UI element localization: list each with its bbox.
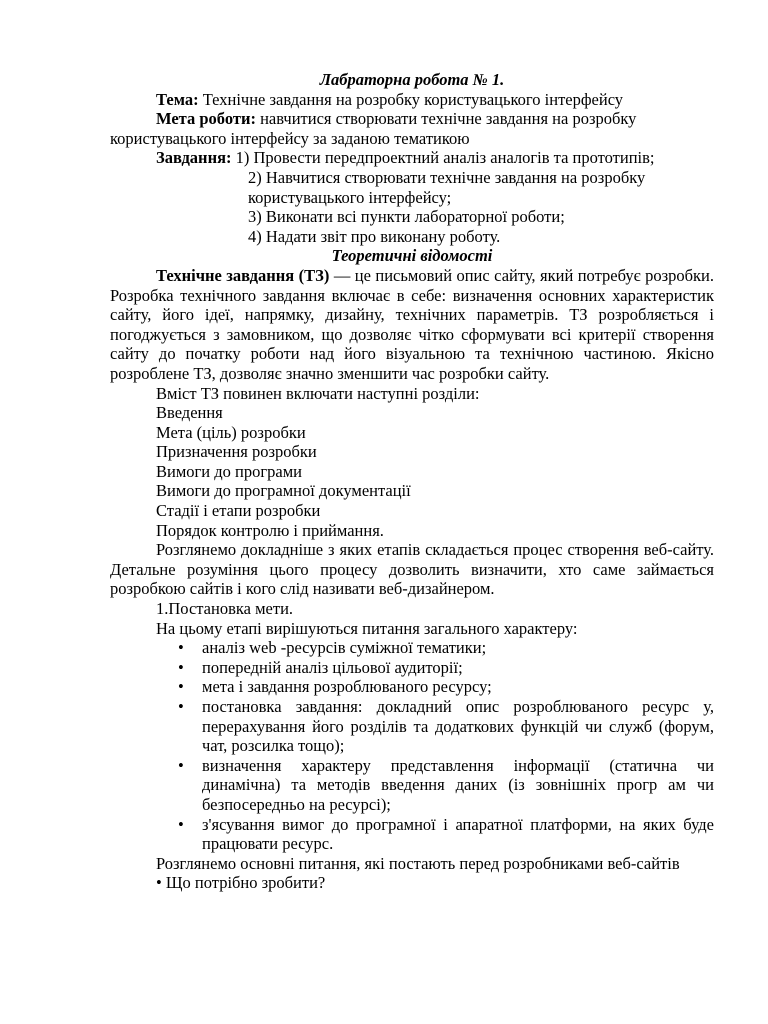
list-item <box>110 638 714 658</box>
theory-paragraph-2: Розглянемо докладніше з яких етапів складається процес створення веб-сайту. Детальне розуміння цього процесу дозволить визначити, хто саме займається розробкою сайтів і кого слід називати веб-дизайнером. <box>110 540 714 599</box>
goal-text-continued: користувацького інтерфейсу за заданою тематикою <box>110 128 470 148</box>
list-item <box>110 756 714 815</box>
stage-1-intro: На цьому етапі вирішуються питання загального характеру: <box>156 618 578 638</box>
task-item-1: 1) Провести передпроектний аналіз аналогів та прототипів; <box>231 148 655 168</box>
section-item: Вимоги до програмної документації <box>156 481 411 501</box>
bullet-icon: • <box>178 697 184 716</box>
task-item-2: 2) Навчитися створювати технічне завдання на розробку <box>248 167 646 187</box>
document-page <box>110 70 714 893</box>
list-item <box>110 658 714 678</box>
task-item-4: 4) Надати звіт про виконану роботу. <box>248 226 501 246</box>
goal-label: Мета роботи: <box>156 109 256 129</box>
question-item: • Що потрібно зробити? <box>156 873 326 893</box>
theory-section-title: Теоретичні відомості <box>331 246 493 266</box>
goal-line <box>110 109 714 129</box>
topic-label: Тема: <box>156 89 199 109</box>
section-item: Стадії і етапи розробки <box>156 501 321 521</box>
bullet-icon: • <box>178 657 184 677</box>
task-item-3: 3) Виконати всі пункти лабораторної роботи; <box>248 207 565 227</box>
topic-line <box>110 90 714 110</box>
document-title: Лабраторна робота № 1. <box>319 70 505 89</box>
list-item <box>110 677 714 697</box>
goal-text: навчитися створювати технічне завдання на розробку <box>255 109 637 129</box>
list-item-text: постановка завдання: докладний опис розроблюваного ресурс у, перерахування його розділів та додаткових функцій чи служб (форум, чат, розсилка тощо); <box>202 697 714 756</box>
tasks-label: Завдання: <box>156 148 232 168</box>
section-item: Порядок контролю і приймання. <box>156 520 384 540</box>
bullet-icon: • <box>178 677 184 697</box>
theory-paragraph-1-text: — це письмовий опис сайту, який потребує розробки. Розробка технічного завдання включає в себе: визначення основних характеристик сайту, його ідеї, напрямку, дизайну, технічних параметрів. ТЗ розробляється і погоджується з замовником, що дозволяє чітко сформувати всі критерії створення сайту до початку роботи над його візуальною та технічною частиною. Якісно розроблене ТЗ, дозволяє значно зменшити час розробки сайту. <box>110 265 715 383</box>
theory-paragraph-1 <box>110 266 714 384</box>
list-item-text: аналіз web -ресурсів суміжної тематики; <box>202 638 487 658</box>
tz-term: Технічне завдання (ТЗ) <box>156 265 330 285</box>
list-item-text: з'ясування вимог до програмної і апаратної платформи, на яких буде працювати ресурс. <box>202 814 714 854</box>
topic-text: Технічне завдання на розробку користувацького інтерфейсу <box>198 89 624 109</box>
section-item: Призначення розробки <box>156 442 317 462</box>
list-item-text: мета і завдання розроблюваного ресурсу; <box>202 677 492 697</box>
bullet-icon: • <box>178 814 184 834</box>
stage-1-bullet-list <box>110 638 714 854</box>
list-item-text: визначення характеру представлення інформації (статична чи динамічна) та методів введення даних (із зовнішніх прогр ам чи безпосередньо на ресурсі); <box>202 755 714 814</box>
bullet-icon: • <box>178 755 184 775</box>
section-item: Вимоги до програми <box>156 461 302 481</box>
bullet-icon: • <box>178 638 184 658</box>
section-item: Мета (ціль) розробки <box>156 422 306 442</box>
tasks-line <box>110 148 714 168</box>
theory-paragraph-3: Розглянемо основні питання, які постають перед розробниками веб-сайтів <box>156 853 680 873</box>
stage-1-heading: 1.Постановка мети. <box>156 599 294 619</box>
sections-intro: Вміст ТЗ повинен включати наступні розділи: <box>156 383 480 403</box>
list-item-text: попередній аналіз цільової аудиторії; <box>202 657 463 677</box>
task-item-2-continued: користувацького інтерфейсу; <box>248 187 452 207</box>
list-item <box>110 815 714 854</box>
list-item <box>110 697 714 756</box>
section-item: Введення <box>156 403 223 423</box>
